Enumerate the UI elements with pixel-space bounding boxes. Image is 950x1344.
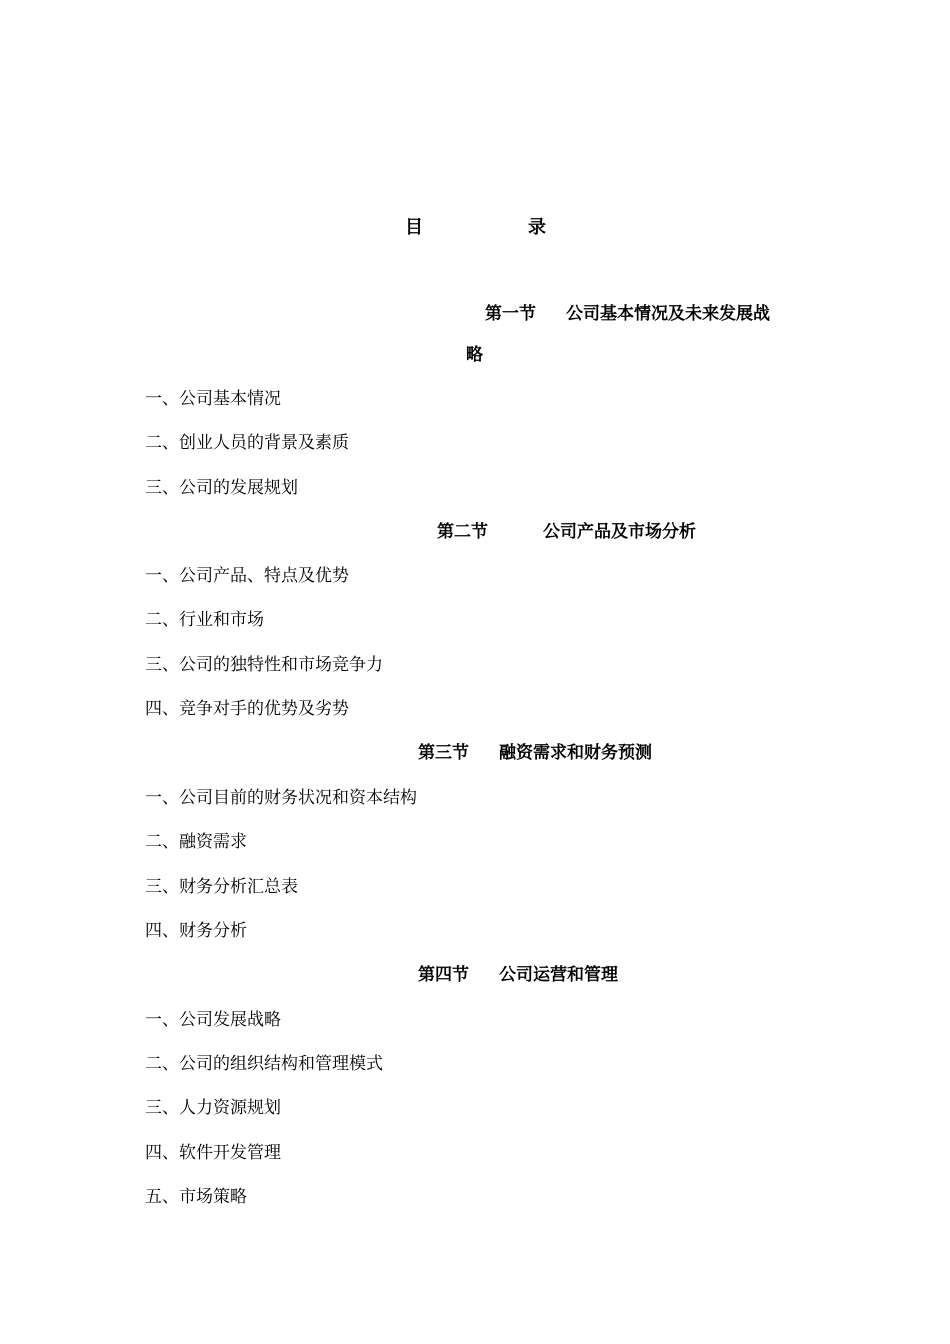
section-1-title: 公司基本情况及未来发展战 [566, 304, 770, 324]
toc-item: 二、创业人员的背景及素质 [145, 433, 349, 453]
toc-title-left: 目 [405, 217, 423, 238]
toc-item: 二、融资需求 [145, 832, 247, 852]
toc-title [0, 213, 950, 239]
toc-item: 一、公司目前的财务状况和资本结构 [145, 788, 417, 808]
section-2-title: 公司产品及市场分析 [543, 522, 696, 542]
section-3-heading [418, 741, 652, 765]
toc-item: 四、财务分析 [145, 921, 247, 941]
toc-item: 三、公司的发展规划 [145, 478, 298, 498]
section-4-label: 第四节 [418, 965, 469, 985]
toc-item: 二、公司的组织结构和管理模式 [145, 1054, 383, 1074]
toc-title-right: 录 [528, 217, 546, 238]
toc-item: 一、公司基本情况 [145, 389, 281, 409]
section-1-label: 第一节 [485, 304, 536, 324]
section-1-heading [485, 302, 770, 326]
section-3-title: 融资需求和财务预测 [499, 743, 652, 763]
toc-item: 二、行业和市场 [145, 610, 264, 630]
toc-item: 四、软件开发管理 [145, 1143, 281, 1163]
section-4-title: 公司运营和管理 [499, 965, 618, 985]
toc-item: 一、公司发展战略 [145, 1010, 281, 1030]
section-3-label: 第三节 [418, 743, 469, 763]
toc-item: 三、财务分析汇总表 [145, 877, 298, 897]
toc-item: 三、人力资源规划 [145, 1098, 281, 1118]
toc-item: 五、市场策略 [145, 1187, 247, 1207]
toc-item: 三、公司的独特性和市场竞争力 [145, 655, 383, 675]
toc-item: 四、竞争对手的优势及劣势 [145, 699, 349, 719]
section-2-heading [437, 520, 696, 544]
section-4-heading [418, 963, 618, 987]
section-1-title-continued: 略 [466, 345, 483, 365]
section-2-label: 第二节 [437, 522, 488, 542]
toc-item: 一、公司产品、特点及优势 [145, 566, 349, 586]
